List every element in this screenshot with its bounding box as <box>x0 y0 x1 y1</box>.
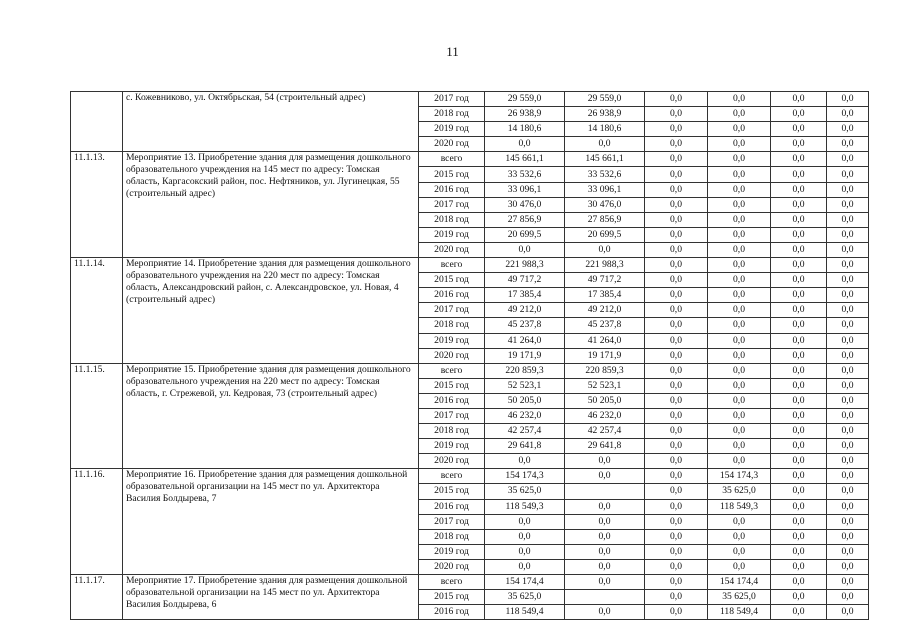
other-cell: 0,0 <box>771 363 827 378</box>
period-cell: 2015 год <box>419 273 485 288</box>
local-cell: 0,0 <box>708 182 771 197</box>
period-cell: всего <box>419 152 485 167</box>
period-cell: 2020 год <box>419 137 485 152</box>
extra-cell: 0,0 <box>827 499 869 514</box>
federal-cell <box>565 590 645 605</box>
extra-cell: 0,0 <box>827 348 869 363</box>
period-cell: 2016 год <box>419 605 485 620</box>
other-cell: 0,0 <box>771 288 827 303</box>
regional-cell: 0,0 <box>645 424 708 439</box>
local-cell: 0,0 <box>708 197 771 212</box>
other-cell: 0,0 <box>771 273 827 288</box>
item-description: с. Кожевниково, ул. Октябрьская, 54 (строительный адрес) <box>123 92 419 152</box>
local-cell: 0,0 <box>708 122 771 137</box>
other-cell: 0,0 <box>771 605 827 620</box>
other-cell: 0,0 <box>771 212 827 227</box>
total-cell: 27 856,9 <box>485 212 565 227</box>
extra-cell: 0,0 <box>827 529 869 544</box>
period-cell: 2018 год <box>419 529 485 544</box>
total-cell: 154 174,4 <box>485 575 565 590</box>
federal-cell: 42 257,4 <box>565 424 645 439</box>
federal-cell: 0,0 <box>565 544 645 559</box>
regional-cell: 0,0 <box>645 484 708 499</box>
regional-cell: 0,0 <box>645 303 708 318</box>
regional-cell: 0,0 <box>645 273 708 288</box>
total-cell: 30 476,0 <box>485 197 565 212</box>
regional-cell: 0,0 <box>645 378 708 393</box>
item-description: Мероприятие 16. Приобретение здания для размещения дошкольной образовательной организации на 145 мест по ул. Архитектора Василия Болдырева, 7 <box>123 469 419 575</box>
extra-cell: 0,0 <box>827 258 869 273</box>
period-cell: 2017 год <box>419 303 485 318</box>
page-number: 11 <box>446 44 459 59</box>
local-cell: 0,0 <box>708 348 771 363</box>
period-cell: 2018 год <box>419 424 485 439</box>
local-cell: 154 174,3 <box>708 469 771 484</box>
federal-cell: 17 385,4 <box>565 288 645 303</box>
local-cell: 0,0 <box>708 544 771 559</box>
regional-cell: 0,0 <box>645 454 708 469</box>
local-cell: 0,0 <box>708 152 771 167</box>
federal-cell: 20 699,5 <box>565 227 645 242</box>
regional-cell: 0,0 <box>645 408 708 423</box>
other-cell: 0,0 <box>771 514 827 529</box>
item-code: 11.1.13. <box>71 152 123 258</box>
table-row <box>71 92 869 107</box>
period-cell: всего <box>419 258 485 273</box>
regional-cell: 0,0 <box>645 333 708 348</box>
extra-cell: 0,0 <box>827 393 869 408</box>
total-cell: 17 385,4 <box>485 288 565 303</box>
federal-cell: 0,0 <box>565 499 645 514</box>
federal-cell: 0,0 <box>565 242 645 257</box>
regional-cell: 0,0 <box>645 575 708 590</box>
total-cell: 33 532,6 <box>485 167 565 182</box>
total-cell: 45 237,8 <box>485 318 565 333</box>
total-cell: 145 661,1 <box>485 152 565 167</box>
extra-cell: 0,0 <box>827 363 869 378</box>
federal-cell: 49 717,2 <box>565 273 645 288</box>
other-cell: 0,0 <box>771 590 827 605</box>
federal-cell: 29 559,0 <box>565 92 645 107</box>
local-cell: 0,0 <box>708 92 771 107</box>
other-cell: 0,0 <box>771 258 827 273</box>
regional-cell: 0,0 <box>645 258 708 273</box>
item-code: 11.1.14. <box>71 258 123 364</box>
period-cell: 2019 год <box>419 439 485 454</box>
extra-cell: 0,0 <box>827 544 869 559</box>
other-cell: 0,0 <box>771 318 827 333</box>
extra-cell: 0,0 <box>827 303 869 318</box>
item-description: Мероприятие 17. Приобретение здания для размещения дошкольной образовательной организации на 145 мест по ул. Архитектора Василия Болдырева, 6 <box>123 575 419 620</box>
extra-cell: 0,0 <box>827 92 869 107</box>
other-cell: 0,0 <box>771 242 827 257</box>
period-cell: 2017 год <box>419 514 485 529</box>
local-cell: 0,0 <box>708 333 771 348</box>
table-row <box>71 258 869 273</box>
federal-cell: 0,0 <box>565 559 645 574</box>
period-cell: 2015 год <box>419 590 485 605</box>
total-cell: 33 096,1 <box>485 182 565 197</box>
total-cell: 46 232,0 <box>485 408 565 423</box>
period-cell: 2018 год <box>419 107 485 122</box>
extra-cell: 0,0 <box>827 514 869 529</box>
period-cell: 2017 год <box>419 408 485 423</box>
extra-cell: 0,0 <box>827 378 869 393</box>
local-cell: 0,0 <box>708 288 771 303</box>
table-row <box>71 575 869 590</box>
total-cell: 118 549,4 <box>485 605 565 620</box>
local-cell: 154 174,4 <box>708 575 771 590</box>
local-cell: 0,0 <box>708 242 771 257</box>
federal-cell <box>565 484 645 499</box>
total-cell: 221 988,3 <box>485 258 565 273</box>
total-cell: 52 523,1 <box>485 378 565 393</box>
federal-cell: 49 212,0 <box>565 303 645 318</box>
extra-cell: 0,0 <box>827 575 869 590</box>
regional-cell: 0,0 <box>645 514 708 529</box>
total-cell: 20 699,5 <box>485 227 565 242</box>
regional-cell: 0,0 <box>645 122 708 137</box>
federal-cell: 0,0 <box>565 469 645 484</box>
regional-cell: 0,0 <box>645 439 708 454</box>
total-cell: 49 212,0 <box>485 303 565 318</box>
regional-cell: 0,0 <box>645 559 708 574</box>
period-cell: 2020 год <box>419 348 485 363</box>
local-cell: 0,0 <box>708 424 771 439</box>
other-cell: 0,0 <box>771 197 827 212</box>
federal-cell: 0,0 <box>565 454 645 469</box>
period-cell: 2016 год <box>419 288 485 303</box>
regional-cell: 0,0 <box>645 605 708 620</box>
federal-cell: 52 523,1 <box>565 378 645 393</box>
period-cell: 2020 год <box>419 242 485 257</box>
federal-cell: 50 205,0 <box>565 393 645 408</box>
total-cell: 41 264,0 <box>485 333 565 348</box>
federal-cell: 0,0 <box>565 137 645 152</box>
other-cell: 0,0 <box>771 227 827 242</box>
total-cell: 0,0 <box>485 242 565 257</box>
extra-cell: 0,0 <box>827 469 869 484</box>
extra-cell: 0,0 <box>827 273 869 288</box>
total-cell: 0,0 <box>485 514 565 529</box>
regional-cell: 0,0 <box>645 242 708 257</box>
period-cell: 2019 год <box>419 227 485 242</box>
table-row <box>71 469 869 484</box>
local-cell: 118 549,4 <box>708 605 771 620</box>
item-code: 11.1.15. <box>71 363 123 469</box>
extra-cell: 0,0 <box>827 424 869 439</box>
total-cell: 14 180,6 <box>485 122 565 137</box>
other-cell: 0,0 <box>771 544 827 559</box>
regional-cell: 0,0 <box>645 499 708 514</box>
regional-cell: 0,0 <box>645 152 708 167</box>
other-cell: 0,0 <box>771 484 827 499</box>
other-cell: 0,0 <box>771 424 827 439</box>
federal-cell: 0,0 <box>565 575 645 590</box>
period-cell: 2019 год <box>419 122 485 137</box>
extra-cell: 0,0 <box>827 242 869 257</box>
period-cell: 2017 год <box>419 92 485 107</box>
other-cell: 0,0 <box>771 575 827 590</box>
total-cell: 50 205,0 <box>485 393 565 408</box>
total-cell: 49 717,2 <box>485 273 565 288</box>
regional-cell: 0,0 <box>645 182 708 197</box>
local-cell: 35 625,0 <box>708 484 771 499</box>
federal-cell: 29 641,8 <box>565 439 645 454</box>
extra-cell: 0,0 <box>827 408 869 423</box>
period-cell: 2019 год <box>419 333 485 348</box>
item-code: 11.1.17. <box>71 575 123 620</box>
extra-cell: 0,0 <box>827 152 869 167</box>
regional-cell: 0,0 <box>645 544 708 559</box>
table-row <box>71 363 869 378</box>
federal-cell: 221 988,3 <box>565 258 645 273</box>
extra-cell: 0,0 <box>827 137 869 152</box>
period-cell: 2016 год <box>419 393 485 408</box>
other-cell: 0,0 <box>771 529 827 544</box>
federal-cell: 27 856,9 <box>565 212 645 227</box>
period-cell: 2015 год <box>419 378 485 393</box>
period-cell: всего <box>419 575 485 590</box>
local-cell: 0,0 <box>708 107 771 122</box>
period-cell: 2016 год <box>419 499 485 514</box>
total-cell: 42 257,4 <box>485 424 565 439</box>
extra-cell: 0,0 <box>827 559 869 574</box>
federal-cell: 33 532,6 <box>565 167 645 182</box>
local-cell: 0,0 <box>708 212 771 227</box>
total-cell: 0,0 <box>485 559 565 574</box>
extra-cell: 0,0 <box>827 484 869 499</box>
item-code: 11.1.16. <box>71 469 123 575</box>
federal-cell: 14 180,6 <box>565 122 645 137</box>
local-cell: 0,0 <box>708 408 771 423</box>
period-cell: всего <box>419 363 485 378</box>
budget-table <box>70 91 869 620</box>
federal-cell: 30 476,0 <box>565 197 645 212</box>
other-cell: 0,0 <box>771 122 827 137</box>
period-cell: 2015 год <box>419 167 485 182</box>
extra-cell: 0,0 <box>827 182 869 197</box>
regional-cell: 0,0 <box>645 529 708 544</box>
regional-cell: 0,0 <box>645 227 708 242</box>
federal-cell: 45 237,8 <box>565 318 645 333</box>
regional-cell: 0,0 <box>645 92 708 107</box>
local-cell: 0,0 <box>708 167 771 182</box>
other-cell: 0,0 <box>771 152 827 167</box>
total-cell: 0,0 <box>485 137 565 152</box>
other-cell: 0,0 <box>771 348 827 363</box>
regional-cell: 0,0 <box>645 137 708 152</box>
budget-table-body <box>71 92 869 620</box>
item-code <box>71 92 123 152</box>
local-cell: 0,0 <box>708 378 771 393</box>
total-cell: 35 625,0 <box>485 590 565 605</box>
extra-cell: 0,0 <box>827 454 869 469</box>
total-cell: 26 938,9 <box>485 107 565 122</box>
federal-cell: 41 264,0 <box>565 333 645 348</box>
other-cell: 0,0 <box>771 303 827 318</box>
period-cell: 2020 год <box>419 559 485 574</box>
local-cell: 0,0 <box>708 363 771 378</box>
federal-cell: 46 232,0 <box>565 408 645 423</box>
local-cell: 0,0 <box>708 529 771 544</box>
other-cell: 0,0 <box>771 499 827 514</box>
period-cell: 2020 год <box>419 454 485 469</box>
total-cell: 154 174,3 <box>485 469 565 484</box>
federal-cell: 220 859,3 <box>565 363 645 378</box>
local-cell: 0,0 <box>708 393 771 408</box>
table-row <box>71 152 869 167</box>
local-cell: 0,0 <box>708 273 771 288</box>
extra-cell: 0,0 <box>827 590 869 605</box>
period-cell: 2016 год <box>419 182 485 197</box>
regional-cell: 0,0 <box>645 393 708 408</box>
regional-cell: 0,0 <box>645 288 708 303</box>
regional-cell: 0,0 <box>645 167 708 182</box>
total-cell: 220 859,3 <box>485 363 565 378</box>
federal-cell: 0,0 <box>565 605 645 620</box>
federal-cell: 145 661,1 <box>565 152 645 167</box>
item-description: Мероприятие 13. Приобретение здания для размещения дошкольного образовательного учреждения на 145 мест по адресу: Томская область, Каргасокский район, пос. Нефтяников, ул. Лугинецкая, 55 (строительный адрес) <box>123 152 419 258</box>
federal-cell: 0,0 <box>565 514 645 529</box>
extra-cell: 0,0 <box>827 227 869 242</box>
total-cell: 19 171,9 <box>485 348 565 363</box>
extra-cell: 0,0 <box>827 167 869 182</box>
regional-cell: 0,0 <box>645 348 708 363</box>
total-cell: 29 559,0 <box>485 92 565 107</box>
total-cell: 118 549,3 <box>485 499 565 514</box>
other-cell: 0,0 <box>771 92 827 107</box>
local-cell: 0,0 <box>708 318 771 333</box>
local-cell: 35 625,0 <box>708 590 771 605</box>
other-cell: 0,0 <box>771 393 827 408</box>
other-cell: 0,0 <box>771 378 827 393</box>
other-cell: 0,0 <box>771 408 827 423</box>
extra-cell: 0,0 <box>827 212 869 227</box>
regional-cell: 0,0 <box>645 590 708 605</box>
other-cell: 0,0 <box>771 167 827 182</box>
other-cell: 0,0 <box>771 559 827 574</box>
extra-cell: 0,0 <box>827 107 869 122</box>
regional-cell: 0,0 <box>645 469 708 484</box>
federal-cell: 0,0 <box>565 529 645 544</box>
local-cell: 0,0 <box>708 559 771 574</box>
total-cell: 29 641,8 <box>485 439 565 454</box>
other-cell: 0,0 <box>771 137 827 152</box>
extra-cell: 0,0 <box>827 197 869 212</box>
total-cell: 0,0 <box>485 529 565 544</box>
period-cell: всего <box>419 469 485 484</box>
period-cell: 2015 год <box>419 484 485 499</box>
regional-cell: 0,0 <box>645 318 708 333</box>
local-cell: 0,0 <box>708 439 771 454</box>
other-cell: 0,0 <box>771 182 827 197</box>
period-cell: 2018 год <box>419 212 485 227</box>
extra-cell: 0,0 <box>827 605 869 620</box>
total-cell: 0,0 <box>485 454 565 469</box>
extra-cell: 0,0 <box>827 333 869 348</box>
other-cell: 0,0 <box>771 439 827 454</box>
regional-cell: 0,0 <box>645 107 708 122</box>
period-cell: 2018 год <box>419 318 485 333</box>
other-cell: 0,0 <box>771 469 827 484</box>
extra-cell: 0,0 <box>827 318 869 333</box>
federal-cell: 19 171,9 <box>565 348 645 363</box>
other-cell: 0,0 <box>771 454 827 469</box>
extra-cell: 0,0 <box>827 439 869 454</box>
local-cell: 0,0 <box>708 454 771 469</box>
total-cell: 35 625,0 <box>485 484 565 499</box>
local-cell: 0,0 <box>708 303 771 318</box>
period-cell: 2017 год <box>419 197 485 212</box>
local-cell: 118 549,3 <box>708 499 771 514</box>
regional-cell: 0,0 <box>645 197 708 212</box>
item-description: Мероприятие 14. Приобретение здания для размещения дошкольного образовательного учреждения на 220 мест по адресу: Томская область, Александровский район, с. Александровское, ул. Новая, 4 (строительный адрес) <box>123 258 419 364</box>
item-description: Мероприятие 15. Приобретение здания для размещения дошкольного образовательного учреждения на 220 мест по адресу: Томская область, г. Стрежевой, ул. Кедровая, 73 (строительный адрес) <box>123 363 419 469</box>
local-cell: 0,0 <box>708 514 771 529</box>
total-cell: 0,0 <box>485 544 565 559</box>
regional-cell: 0,0 <box>645 212 708 227</box>
extra-cell: 0,0 <box>827 288 869 303</box>
local-cell: 0,0 <box>708 227 771 242</box>
local-cell: 0,0 <box>708 258 771 273</box>
regional-cell: 0,0 <box>645 363 708 378</box>
extra-cell: 0,0 <box>827 122 869 137</box>
period-cell: 2019 год <box>419 544 485 559</box>
other-cell: 0,0 <box>771 107 827 122</box>
federal-cell: 33 096,1 <box>565 182 645 197</box>
local-cell: 0,0 <box>708 137 771 152</box>
federal-cell: 26 938,9 <box>565 107 645 122</box>
other-cell: 0,0 <box>771 333 827 348</box>
